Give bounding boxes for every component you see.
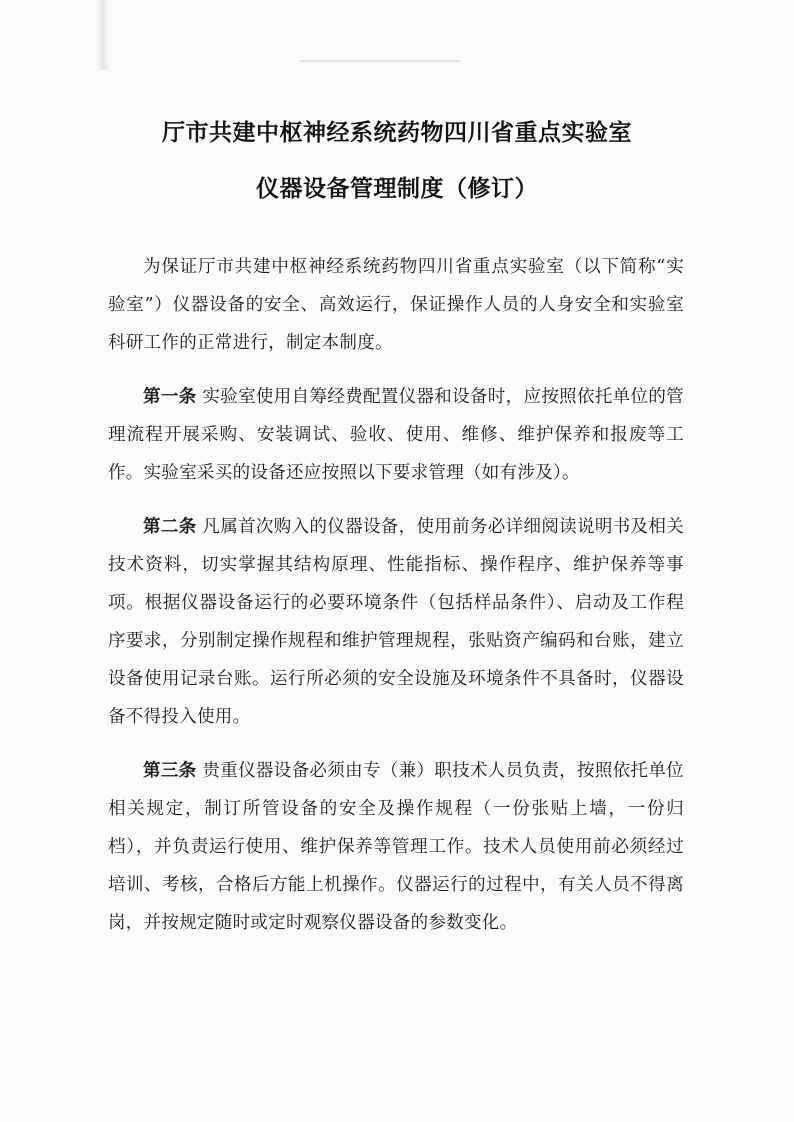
document-title-line2: 仪器设备管理制度（修订） [256,176,538,202]
article-3-text: 贵重仪器设备必须由专（兼）职技术人员负责，按照依托单位相关规定，制订所管设备的安全及操作规程（一份张贴上墙，一份归档），并负责运行使用、维护保养等管理工作。技术人员使用前必须经过培训、考核，合格后方能上机操作。仪器运行的过程中，有关人员不得离岗，并按规定随时或定时观察仪器设备的参数变化。 [108,761,684,933]
article-1-text: 实验室使用自筹经费配置仪器和设备时，应按照依托单位的管理流程开展采购、安装调试、验收、使用、维修、维护保养和报废等工作。实验室采买的设备还应按照以下要求管理（如有涉及）。 [108,387,684,483]
intro-paragraph: 为保证厅市共建中枢神经系统药物四川省重点实验室（以下简称“实验室”）仪器设备的安全、高效运行，保证操作人员的人身安全和实验室科研工作的正常进行，制定本制度。 [108,257,684,353]
article-3-heading: 第三条 [143,761,197,781]
article-2-text: 凡属首次购入的仪器设备，使用前务必详细阅读说明书及相关技术资料，切实掌握其结构原理、性能指标、操作程序、维护保养等事项。根据仪器设备运行的必要环境条件（包括样品条件）、启动及工作程序要求，分别制定操作规程和维护管理规程，张贴资产编码和台账，建立设备使用记录台账。运行所必须的安全设施及环境条件不具备时，仪器设备不得投入使用。 [108,517,684,727]
scan-artifact-line [300,60,460,62]
document-body [108,248,684,942]
scan-artifact [96,0,110,70]
document-title-line1: 厅市共建中枢神经系统药物四川省重点实验室 [162,120,632,146]
article-1-heading: 第一条 [143,387,197,407]
article-2 [108,508,684,736]
article-2-heading: 第二条 [143,517,197,537]
article-1 [108,378,684,492]
article-3 [108,752,684,942]
